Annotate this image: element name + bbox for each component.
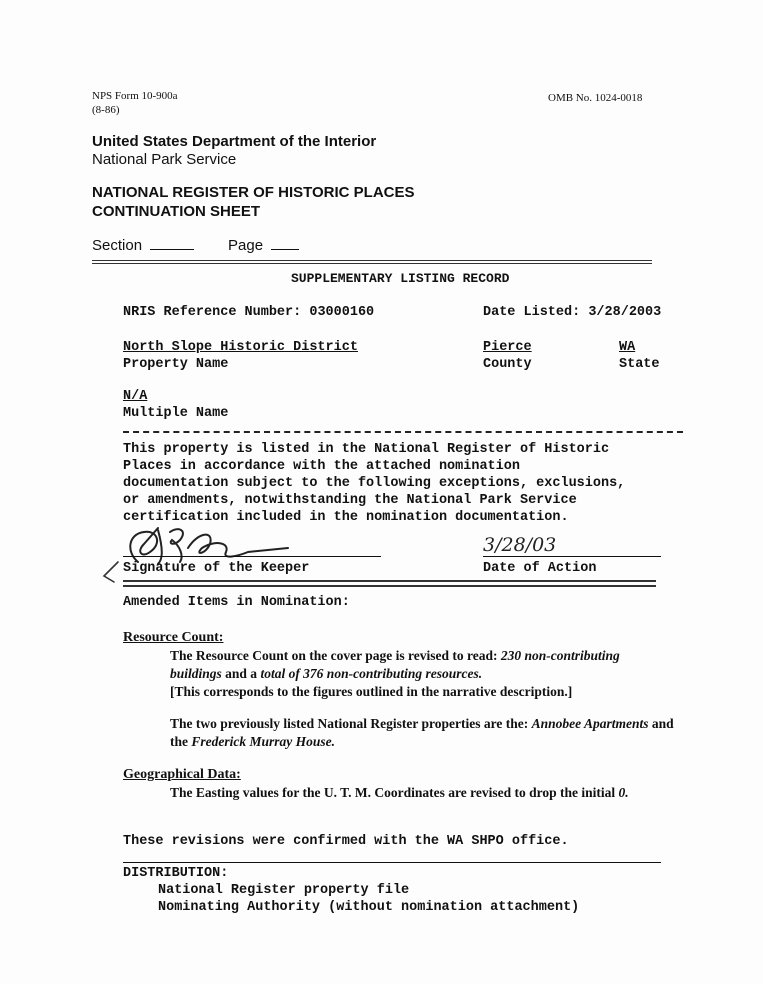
nris-value: 03000160 <box>309 305 375 320</box>
resource-line2-italic-a: buildings <box>170 666 222 681</box>
distribution-item: National Register property file <box>158 883 410 898</box>
resource-count-line-1 <box>170 648 620 664</box>
geographical-data-line <box>170 785 629 801</box>
date-of-action-handwritten: 3/28/03 <box>483 534 557 556</box>
date-of-action-line <box>483 556 661 557</box>
properties-line-1 <box>170 716 674 732</box>
confirmation-text: These revisions were confirmed with the WA SHPO office. <box>123 834 569 849</box>
geo-line-text: The Easting values for the U. T. M. Coordinates are revised to drop the initial <box>170 785 619 800</box>
statement-line-2: Places in accordance with the attached nomination <box>123 459 520 474</box>
nris-reference <box>123 305 374 320</box>
page-field <box>228 237 299 254</box>
distribution-divider <box>123 862 661 863</box>
multiple-name-value: N/A <box>123 389 148 404</box>
county-value: Pierce <box>483 340 532 355</box>
properties-line1-italic: Annobee Apartments <box>531 716 649 731</box>
section-blank <box>150 249 194 250</box>
signature-line <box>123 556 381 557</box>
keeper-divider <box>123 580 656 587</box>
properties-line-2 <box>170 734 335 750</box>
page-blank <box>271 249 299 250</box>
resource-count-line-3: [This corresponds to the figures outlined in the narrative description.] <box>170 684 573 699</box>
resource-count-line-2 <box>170 666 482 682</box>
section-label: Section <box>92 237 143 254</box>
statement-line-1: This property is listed in the National Register of Historic <box>123 442 610 457</box>
property-name-value: North Slope Historic District <box>123 340 358 355</box>
omb-number: OMB No. 1024-0018 <box>548 92 643 104</box>
statement-line-5: certification included in the nomination documentation. <box>123 510 569 525</box>
geographical-data-heading: Geographical Data: <box>123 767 241 782</box>
properties-line1-text: The two previously listed National Register properties are the: <box>170 716 532 731</box>
resource-line2-text: and a <box>221 666 261 681</box>
resource-line1-italic: 230 non-contributing <box>500 648 620 663</box>
county-label: County <box>483 357 532 372</box>
header-divider <box>92 260 652 264</box>
state-value: WA <box>619 340 636 355</box>
page-label: Page <box>228 237 264 254</box>
statement-line-4: or amendments, notwithstanding the National Park Service <box>123 493 577 508</box>
date-listed <box>483 305 661 320</box>
document-title-line2: CONTINUATION SHEET <box>92 203 261 220</box>
form-number: NPS Form 10-900a <box>92 90 178 102</box>
form-date: (8-86) <box>92 104 120 116</box>
department-name: United States Department of the Interior <box>92 133 377 150</box>
resource-line1-text: The Resource Count on the cover page is revised to read: <box>170 648 501 663</box>
distribution-label: DISTRIBUTION: <box>123 866 229 881</box>
amended-heading: Amended Items in Nomination: <box>123 595 350 610</box>
section-field <box>92 237 194 254</box>
nris-label: NRIS Reference Number: <box>123 305 302 320</box>
multiple-name-label: Multiple Name <box>123 406 229 421</box>
resource-count-heading: Resource Count: <box>123 630 224 645</box>
record-heading: SUPPLEMENTARY LISTING RECORD <box>291 271 510 286</box>
date-listed-value: 3/28/2003 <box>588 305 662 320</box>
date-of-action-label: Date of Action <box>483 561 597 576</box>
properties-line2-text: the <box>170 734 192 749</box>
properties-line2-italic: Frederick Murray House. <box>191 734 336 749</box>
statement-line-3: documentation subject to the following exceptions, exclusions, <box>123 476 626 491</box>
resource-line2-italic-b: total of 376 non-contributing resources. <box>260 666 483 681</box>
record-dashed-divider <box>123 431 683 433</box>
property-name-label: Property Name <box>123 357 229 372</box>
date-listed-label: Date Listed: <box>483 305 581 320</box>
properties-line1-end: and <box>648 716 674 731</box>
geo-line-italic: 0. <box>618 785 629 800</box>
document-title-line1: NATIONAL REGISTER OF HISTORIC PLACES <box>92 184 415 201</box>
service-name: National Park Service <box>92 151 237 168</box>
signature-label: Signature of the Keeper <box>123 561 310 576</box>
distribution-item: Nominating Authority (without nomination attachment) <box>158 900 580 915</box>
margin-check-mark <box>100 560 122 586</box>
state-label: State <box>619 357 660 372</box>
